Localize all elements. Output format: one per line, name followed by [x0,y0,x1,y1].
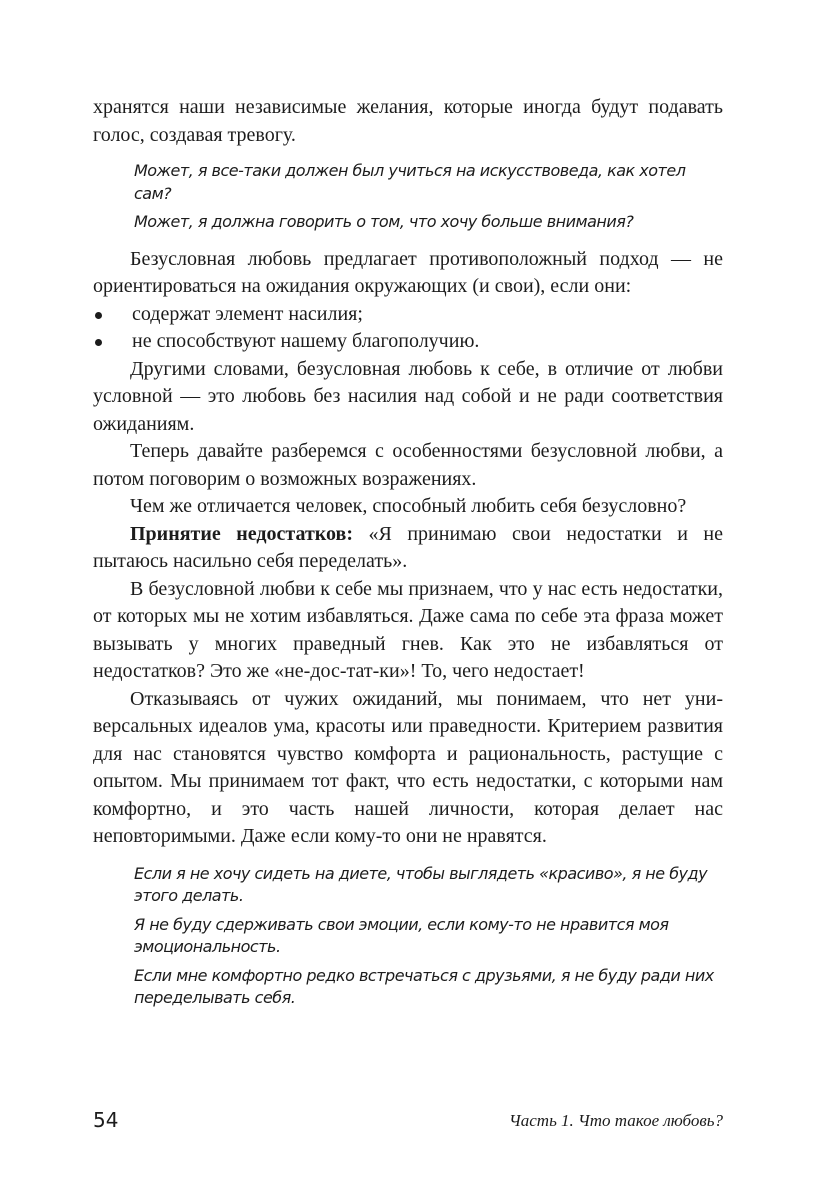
bullet-item [93,301,723,329]
paragraph: Теперь давайте разберемся с особенностями безусловной любви, а потом поговорим о возможных возражениях. [93,440,723,490]
page-body [93,94,723,1022]
paragraph: Отказываясь от чужих ожиданий, мы понимаем, что нет универсальных идеалов ума, красоты или праведности. Критерием развития для нас становятся чувство комфорта и рациональность, растущие с опытом. Мы принимаем тот факт, что есть недостатки, с которыми нам комфортно, и это часть нашей личности, которая делает нас неповторимыми. Даже если кому-то они не нравятся. [93,687,723,847]
definition-term: Принятие недостатков: [130,522,353,545]
paragraph-definition [93,521,723,576]
example-quote: Может, я все-таки должен был учиться на искусствоведа, как хотел сам? [134,161,686,203]
example-quote: Я не буду сдерживать свои эмоции, если кому-то не нравится моя эмоциональность. [134,914,669,956]
paragraph: Безусловная любовь предлагает противоположный подход — не ориентироваться на ожидания окружающих (и свои), если они: [93,247,723,297]
paragraph: Другими словами, безусловная любовь к себе, в отличие от любви условной — это любовь без насилия над собой и не ради соответствия ожиданиям. [93,357,723,435]
bullet-text: содержат элемент насилия; [132,302,363,325]
definition-text: «Я принимаю свои недостатки и не пытаюсь насильно себя переделать». [93,522,724,572]
example-quote: Может, я должна говорить о том, что хочу больше внимания? [134,212,634,231]
paragraph-continuation: хранятся наши независимые желания, которые иногда будут подавать голос, создавая тревогу. [93,96,723,146]
example-quotes [134,160,723,234]
paragraph: Чем же отличается человек, способный любить себя безусловно? [130,495,687,517]
example-quote: Если я не хочу сидеть на диете, чтобы выглядеть «красиво», я не буду этого делать. [134,863,708,905]
example-quotes [134,863,723,1010]
bullet-item [93,328,723,356]
bullet-text: не способствуют нашему благополучию. [132,330,480,352]
example-quote: Если мне комфортно редко встречаться с друзьями, я не буду ради них переделывать себя. [134,965,714,1007]
running-title: Часть 1. Что такое любовь? [509,1111,723,1130]
bullet-list [93,301,723,356]
bullet-icon [95,312,102,319]
page-footer [93,1108,723,1136]
paragraph: В безусловной любви к себе мы признаем, что у нас есть недостатки, от которых мы не хотим избавляться. Даже сама по себе эта фраза может вызывать у многих праведный гнев. Как это не избавляться от недостатков? Это же «не-дос-тат-ки»! То, чего недостает! [93,577,723,682]
bullet-icon [95,339,102,346]
page-number: 54 [93,1108,119,1132]
